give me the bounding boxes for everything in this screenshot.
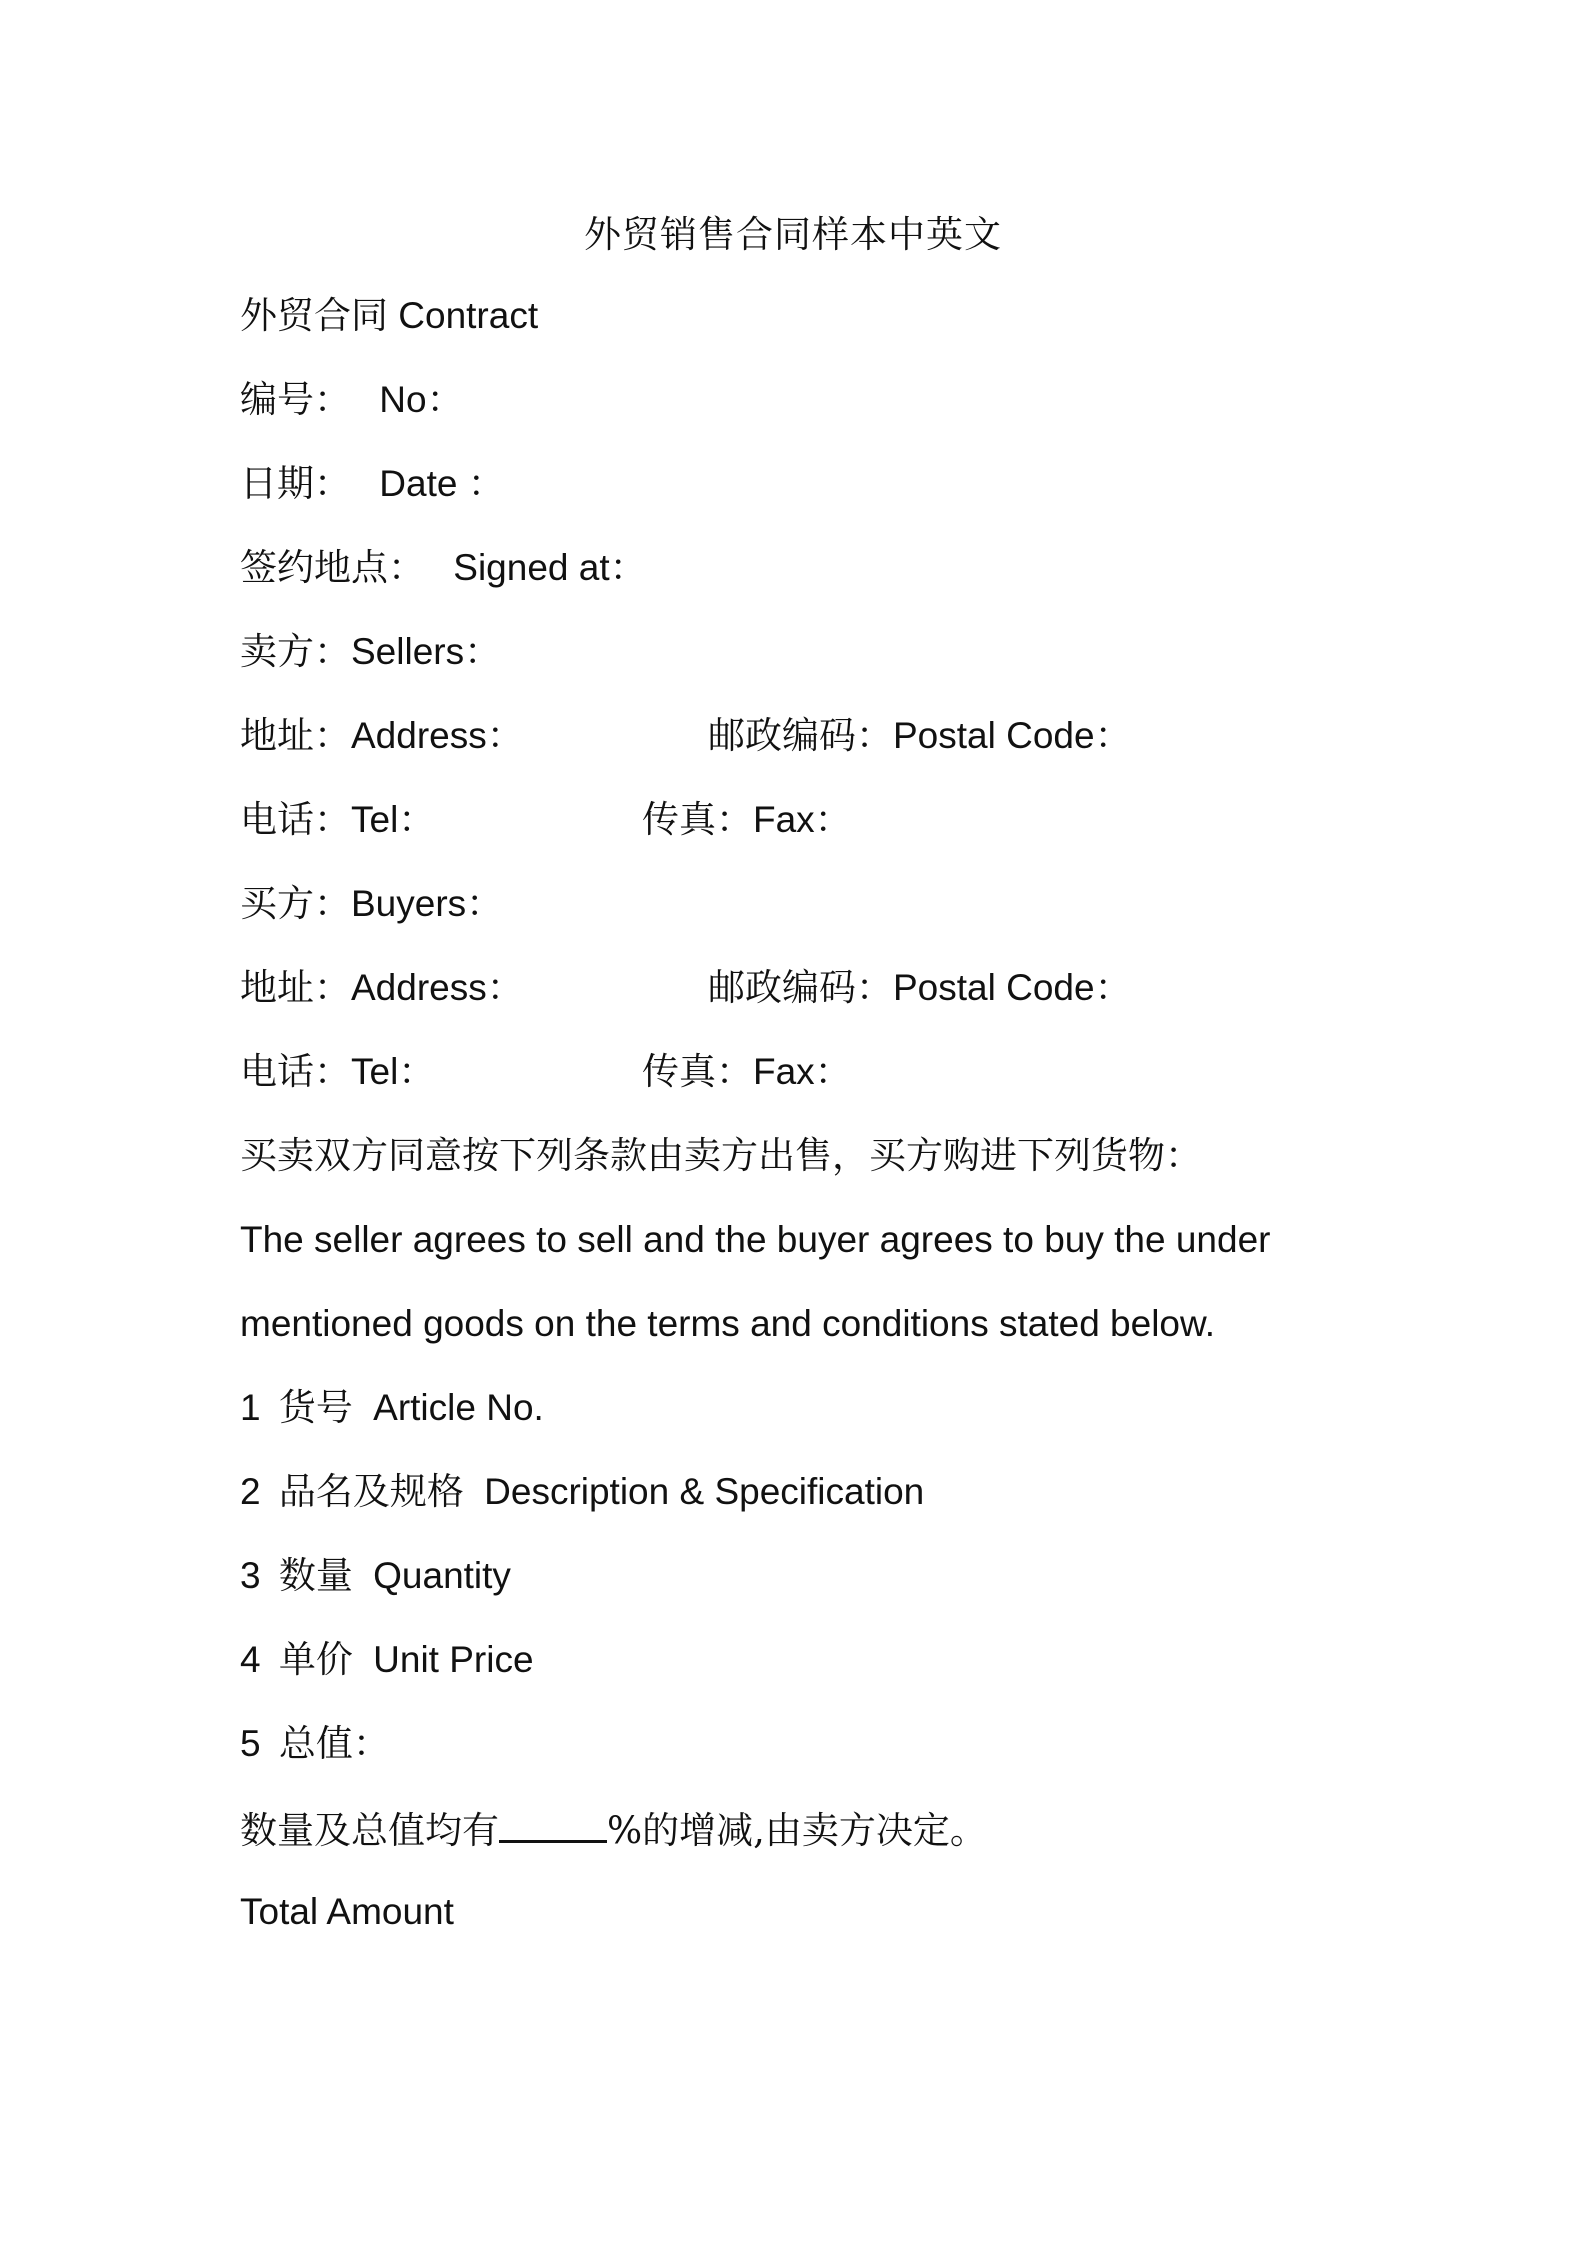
clause-number: 4 — [240, 1639, 261, 1680]
buyer-fax — [642, 1050, 852, 1094]
buyer-postal-code — [708, 966, 1132, 1010]
signed-at-line — [240, 546, 647, 590]
clause-label-cn: 数量 — [278, 1554, 353, 1597]
contract-line — [240, 294, 538, 338]
buyer-tel-line — [240, 1050, 1340, 1094]
number-label-cn: 编号： — [240, 378, 351, 421]
buyer-line — [240, 882, 503, 926]
clause-label-cn: 单价 — [278, 1638, 353, 1681]
seller-postal-label-cn: 邮政编码： — [708, 714, 893, 757]
clause-4 — [240, 1638, 534, 1682]
buyer-tel-label-cn: 电话： — [240, 1050, 351, 1093]
buyer-label-cn: 买方： — [240, 882, 351, 925]
buyer-fax-label-cn: 传真： — [642, 1050, 753, 1093]
clause-3 — [240, 1554, 511, 1598]
total-amount-label: Total Amount — [240, 1891, 454, 1932]
date-line — [240, 462, 505, 506]
buyer-label-en: Buyers： — [351, 883, 504, 924]
buyer-postal-label-cn: 邮政编码： — [708, 966, 893, 1009]
seller-fax-label-en: Fax： — [753, 799, 852, 840]
clause-label-cn: 货号 — [278, 1386, 353, 1429]
seller-fax — [642, 798, 852, 842]
seller-tel-line — [240, 798, 1340, 842]
clause-number: 3 — [240, 1555, 261, 1596]
seller-label-en: Sellers： — [351, 631, 502, 672]
seller-address-line — [240, 714, 1340, 758]
seller-address-label-en: Address： — [351, 715, 524, 756]
buyer-address-line — [240, 966, 1340, 1010]
clause-label-cn: 品名及规格 — [278, 1470, 464, 1513]
clause-label-en: Article No. — [373, 1387, 544, 1428]
clause-5 — [240, 1722, 390, 1766]
agreement-en-line-2: mentioned goods on the terms and conditions stated below. — [240, 1303, 1215, 1344]
variation-line — [240, 1806, 987, 1853]
document-title: 外贸销售合同样本中英文 — [584, 213, 1002, 256]
seller-address-label-cn: 地址： — [240, 714, 351, 757]
seller-line — [240, 630, 501, 674]
percentage-blank — [499, 1806, 607, 1843]
buyer-tel-label-en: Tel： — [351, 1051, 436, 1092]
number-line — [240, 378, 464, 422]
agreement-cn: 买卖双方同意按下列条款由卖方出售，买方购进下列货物： — [240, 1134, 1202, 1177]
buyer-address-label-en: Address： — [351, 967, 524, 1008]
clause-1 — [240, 1386, 544, 1430]
clause-label-cn: 总值： — [278, 1722, 390, 1765]
contract-label-cn: 外贸合同 — [240, 294, 388, 337]
seller-fax-label-cn: 传真： — [642, 798, 753, 841]
seller-label-cn: 卖方： — [240, 630, 351, 673]
clause-label-en: Description & Specification — [484, 1471, 925, 1512]
buyer-fax-label-en: Fax： — [753, 1051, 852, 1092]
seller-tel-label-en: Tel： — [351, 799, 436, 840]
variation-suffix: %的增减,由卖方决定。 — [607, 1809, 987, 1852]
date-label-cn: 日期： — [240, 462, 351, 505]
signed-at-label-cn: 签约地点： — [240, 546, 425, 589]
clause-label-en: Quantity — [373, 1555, 511, 1596]
buyer-postal-label-en: Postal Code： — [893, 967, 1132, 1008]
contract-label-en: Contract — [398, 295, 539, 336]
clause-number: 1 — [240, 1387, 261, 1428]
seller-postal-code — [708, 714, 1132, 758]
clause-number: 2 — [240, 1471, 261, 1512]
clause-number: 5 — [240, 1723, 261, 1764]
date-label-en: Date ： — [379, 463, 505, 504]
clause-2 — [240, 1470, 924, 1514]
buyer-address-label-cn: 地址： — [240, 966, 351, 1009]
agreement-en-line-1: The seller agrees to sell and the buyer agrees to buy the under — [240, 1219, 1271, 1260]
variation-prefix: 数量及总值均有 — [240, 1809, 499, 1852]
number-label-en: No： — [379, 379, 464, 420]
seller-postal-label-en: Postal Code： — [893, 715, 1132, 756]
seller-tel-label-cn: 电话： — [240, 798, 351, 841]
signed-at-label-en: Signed at： — [453, 547, 647, 588]
clause-label-en: Unit Price — [373, 1639, 534, 1680]
